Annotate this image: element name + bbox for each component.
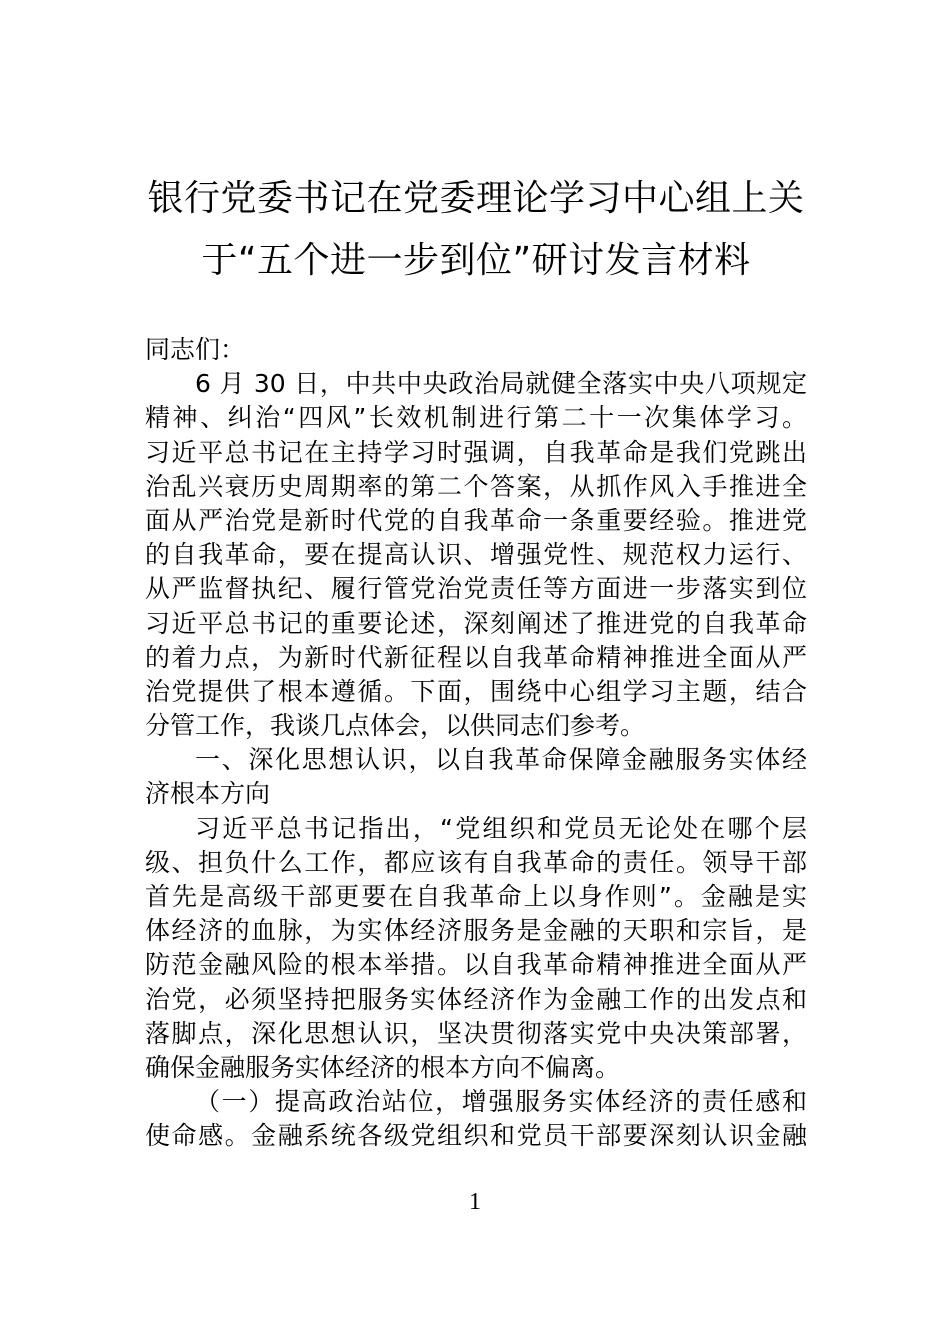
text-line: 精神、纠治“四风”长效机制进行第二十一次集体学习。 xyxy=(145,403,807,433)
text-line: 防范金融风险的根本举措。以自我革命精神推进全面从严 xyxy=(145,950,807,980)
section-heading-line: 济根本方向 xyxy=(145,779,271,809)
text-line: 习近平总书记指出，“党组织和党员无论处在哪个层 xyxy=(195,813,807,843)
text-line: 面从严治党是新时代党的自我革命一条重要经验。推进党 xyxy=(145,505,807,535)
text-line: 习近平总书记的重要论述，深刻阐述了推进党的自我革命 xyxy=(145,608,807,638)
text-line: 的自我革命，要在提高认识、增强党性、规范权力运行、 xyxy=(145,540,807,570)
title-line-1: 银行党委书记在党委理论学习中心组上关 xyxy=(147,178,805,219)
text-line: 确保金融服务实体经济的根本方向不偏离。 xyxy=(145,1052,621,1082)
greeting: 同志们： xyxy=(145,335,246,364)
title-line-2: 于“五个进一步到位”研讨发言材料 xyxy=(201,240,751,281)
text-line: （一）提高政治站位，增强服务实体经济的责任感和 xyxy=(195,1087,807,1117)
text-line: 治党，必须坚持把服务实体经济作为金融工作的出发点和 xyxy=(145,984,807,1014)
text-line: 级、担负什么工作，都应该有自我革命的责任。领导干部 xyxy=(145,847,807,877)
text-line: 6 月 30 日，中共中央政治局就健全落实中央八项规定 xyxy=(195,369,807,399)
text-line: 治党提供了根本遵循。下面，围绕中心组学习主题，结合 xyxy=(145,676,807,706)
text-line: 习近平总书记在主持学习时强调，自我革命是我们党跳出 xyxy=(145,437,807,467)
document-title xyxy=(145,168,807,292)
section-heading-line: 一、深化思想认识，以自我革命保障金融服务实体经 xyxy=(195,745,807,775)
text-line: 治乱兴衰历史周期率的第二个答案，从抓作风入手推进全 xyxy=(145,471,807,501)
document-body xyxy=(145,333,807,1154)
page-number: 1 xyxy=(469,1189,481,1215)
text-line: 使命感。金融系统各级党组织和党员干部要深刻认识金融 xyxy=(145,1121,807,1151)
text-line: 分管工作，我谈几点体会，以供同志们参考。 xyxy=(145,711,646,741)
text-line: 落脚点，深化思想认识，坚决贯彻落实党中央决策部署， xyxy=(145,1018,807,1048)
text-line: 体经济的血脉，为实体经济服务是金融的天职和宗旨，是 xyxy=(145,916,807,946)
text-line: 从严监督执纪、履行管党治党责任等方面进一步落实到位 xyxy=(145,574,807,604)
text-line: 的着力点，为新时代新征程以自我革命精神推进全面从严 xyxy=(145,642,807,672)
text-line: 首先是高级干部更要在自我革命上以身作则”。金融是实 xyxy=(145,882,807,911)
